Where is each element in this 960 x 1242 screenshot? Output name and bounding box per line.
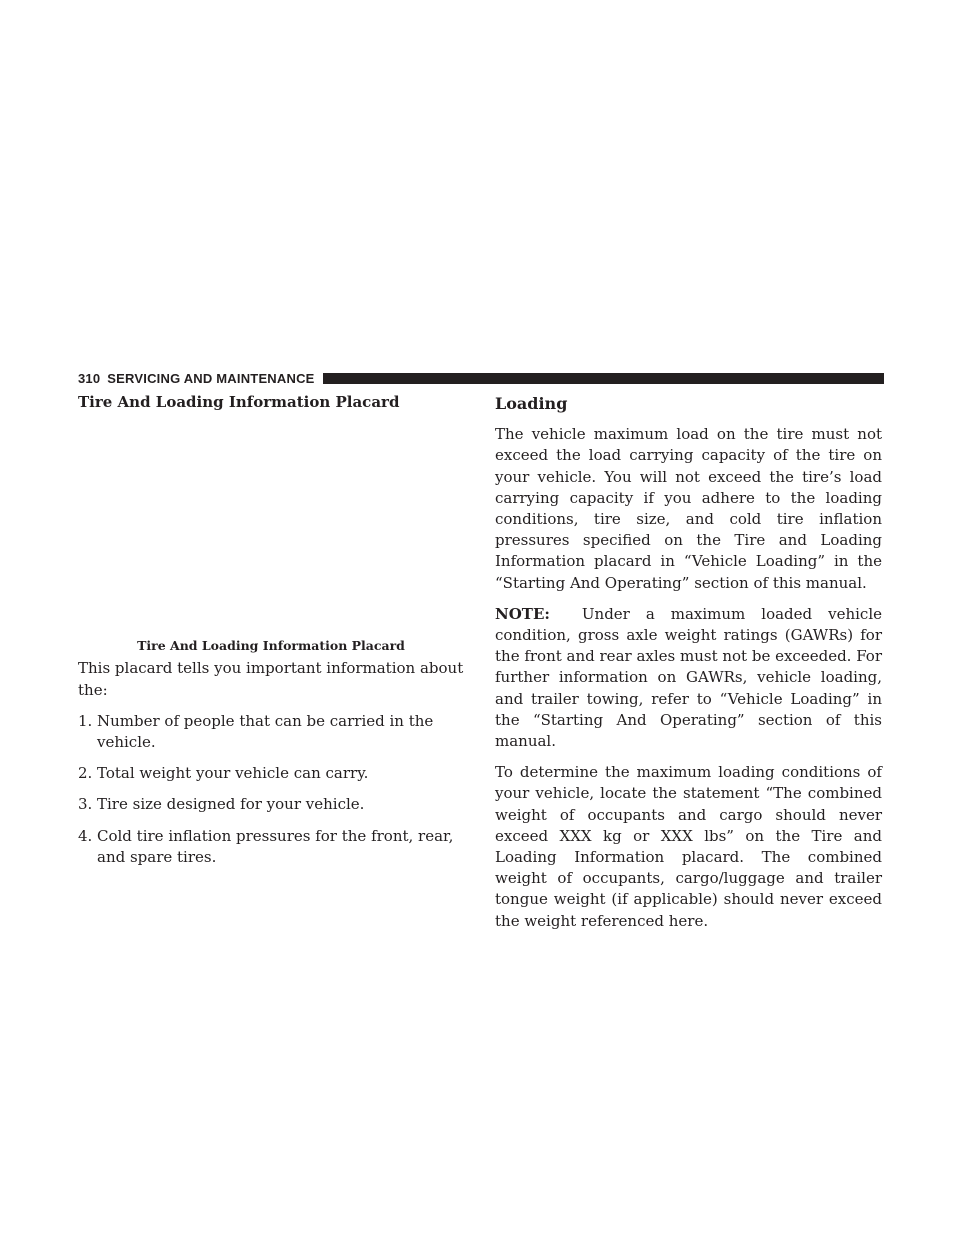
note-text: Under a maximum loaded vehicle condition, gross axle weight ratings (GAWRs) for the front and rear axles must not be exceeded. For further information on GAWRs, vehicle loading, and trailer towing, refer to “Vehicle Loading” in the “Starting And Operating” section of this manual. [495,604,882,751]
list-item [78,763,464,784]
page-header [78,370,884,386]
list-item-number: 4. [78,826,93,845]
right-column [495,392,882,932]
placard-info-list [78,711,464,868]
list-item-text: Total weight your vehicle can carry. [97,764,369,783]
note-label: NOTE: [495,604,550,623]
list-item-number: 1. [78,711,93,730]
list-item-text: Number of people that can be carried in the vehicle. [97,711,434,752]
note-paragraph [495,604,882,752]
header-rule [323,373,884,384]
list-item-number: 2. [78,764,93,783]
left-column [78,392,464,878]
section-title: SERVICING AND MAINTENANCE [107,370,315,386]
loading-paragraph: The vehicle maximum load on the tire must not exceed the load carrying capacity of the tire on your vehicle. You will not exceed the tire’s load carrying capacity if you adhere to the loading conditions, tire size, and cold tire inflation pressures specified on the Tire and Loading Information placard in “Vehicle Loading” in the “Starting And Operating” section of this manual. [495,425,882,592]
placard-intro: This placard tells you important information about the: [78,659,464,699]
placard-figure [78,413,464,635]
list-item-number: 3. [78,795,93,814]
list-item [78,826,464,868]
loading-heading: Loading [495,394,568,413]
list-item [78,794,464,815]
list-item-text: Tire size designed for your vehicle. [97,795,365,814]
list-item [78,711,464,753]
page-number: 310 [78,370,101,386]
placard-heading: Tire And Loading Information Placard [78,393,400,411]
figure-caption: Tire And Loading Information Placard [137,638,405,654]
max-loading-paragraph: To determine the maximum loading conditions of your vehicle, locate the statement “The combined weight of occupants and cargo should never exceed XXX kg or XXX lbs” on the Tire and Loading Information placard. The combined weight of occupants, cargo/luggage and trailer tongue weight (if applicable) should never exceed the weight referenced here. [495,763,882,930]
list-item-text: Cold tire inflation pressures for the front, rear, and spare tires. [97,826,454,866]
